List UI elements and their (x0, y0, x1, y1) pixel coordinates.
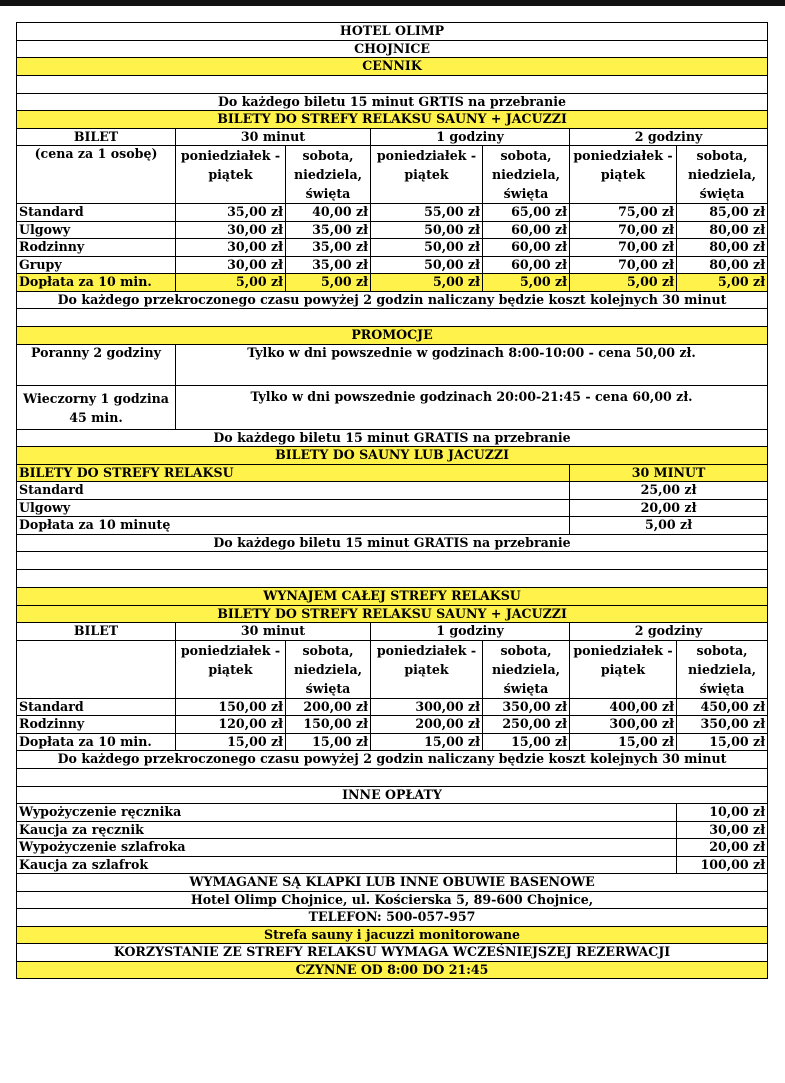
promo-desc: Tylko w dni powszednie w godzinach 8:00-10:00 - cena 50,00 zł. (176, 344, 768, 385)
price-cell: 15,00 zł (570, 733, 677, 751)
relax-zone-header: BILETY DO STREFY RELAKSU (17, 464, 570, 482)
weekday-header: poniedziałek - piątek (371, 146, 483, 204)
blank-row (17, 309, 768, 327)
table-row (17, 256, 768, 274)
price-cell: 35,00 zł (286, 256, 371, 274)
fee-value: 20,00 zł (677, 839, 768, 857)
price-cell: 150,00 zł (286, 716, 371, 734)
blank-row (17, 75, 768, 93)
price-cell: 80,00 zł (677, 256, 768, 274)
price-cell: 15,00 zł (483, 733, 570, 751)
price-cell: 5,00 zł (176, 274, 286, 292)
table-row (17, 482, 768, 500)
table-row (17, 733, 768, 751)
price-cell: 20,00 zł (570, 499, 768, 517)
weekend-header: sobota, niedziela, święta (677, 146, 768, 204)
price-cell: 200,00 zł (286, 698, 371, 716)
ticket-type: Dopłata za 10 minutę (17, 517, 570, 535)
fee-name: Kaucja za ręcznik (17, 821, 677, 839)
table-row (17, 804, 768, 822)
price-cell: 70,00 zł (570, 239, 677, 257)
section2-title: BILETY DO SAUNY LUB JACUZZI (17, 447, 768, 465)
duration-header: 2 godziny (570, 623, 768, 641)
ticket-type: Ulgowy (17, 499, 570, 517)
overtime-note: Do każdego przekroczonego czasu powyżej 2 godzin naliczany będzie koszt kolejnych 30 minut (17, 291, 768, 309)
price-cell: 5,00 zł (483, 274, 570, 292)
duration-header: 30 minut (176, 623, 371, 641)
fee-value: 100,00 zł (677, 856, 768, 874)
section1-title: BILETY DO STREFY RELAKSU SAUNY + JACUZZI (17, 111, 768, 129)
price-list-table (16, 22, 768, 979)
weekend-header: sobota, niedziela, święta (483, 640, 570, 698)
ticket-type: Grupy (17, 256, 176, 274)
gratis-note: Do każdego biletu 15 minut GRATIS na przebranie (17, 429, 768, 447)
opening-hours: CZYNNE OD 8:00 DO 21:45 (17, 961, 768, 979)
ticket-type: Dopłata za 10 min. (17, 733, 176, 751)
price-cell: 70,00 zł (570, 221, 677, 239)
fee-name: Wypożyczenie ręcznika (17, 804, 677, 822)
overtime-note: Do każdego przekroczonego czasu powyżej 2 godzin naliczany będzie koszt kolejnych 30 minut (17, 751, 768, 769)
fee-name: Kaucja za szlafrok (17, 856, 677, 874)
table-row (17, 221, 768, 239)
weekend-header: sobota, niedziela, święta (286, 146, 371, 204)
address: Hotel Olimp Chojnice, ul. Kościerska 5, 89-600 Chojnice, (17, 891, 768, 909)
price-cell: 150,00 zł (176, 698, 286, 716)
price-cell: 30,00 zł (176, 256, 286, 274)
ticket-type: Standard (17, 482, 570, 500)
weekday-header: poniedziałek - piątek (371, 640, 483, 698)
price-cell: 60,00 zł (483, 256, 570, 274)
hotel-name: HOTEL OLIMP (17, 23, 768, 41)
slippers-note: WYMAGANE SĄ KLAPKI LUB INNE OBUWIE BASENOWE (17, 874, 768, 892)
price-cell: 5,00 zł (570, 517, 768, 535)
price-cell: 30,00 zł (176, 221, 286, 239)
ticket-type: Rodzinny (17, 716, 176, 734)
price-cell: 5,00 zł (371, 274, 483, 292)
price-cell: 50,00 zł (371, 239, 483, 257)
ticket-header: BILET (17, 623, 176, 641)
weekday-header: poniedziałek - piątek (176, 640, 286, 698)
price-cell: 15,00 zł (286, 733, 371, 751)
price-cell: 80,00 zł (677, 239, 768, 257)
promo-name: Poranny 2 godziny (17, 344, 176, 385)
price-cell: 65,00 zł (483, 204, 570, 222)
table-row (17, 856, 768, 874)
table-row (17, 239, 768, 257)
fee-name: Wypożyczenie szlafroka (17, 839, 677, 857)
ticket-type: Standard (17, 698, 176, 716)
duration-header: 1 godziny (371, 623, 570, 641)
price-cell: 350,00 zł (677, 716, 768, 734)
weekday-header: poniedziałek - piątek (570, 146, 677, 204)
section3-subtitle: BILETY DO STREFY RELAKSU SAUNY + JACUZZI (17, 605, 768, 623)
blank-row (17, 552, 768, 570)
price-cell: 15,00 zł (176, 733, 286, 751)
duration-header: 30 minut (176, 128, 371, 146)
price-cell: 80,00 zł (677, 221, 768, 239)
table-row (17, 499, 768, 517)
price-cell: 15,00 zł (677, 733, 768, 751)
table-row (17, 517, 768, 535)
price-cell: 300,00 zł (371, 698, 483, 716)
ticket-type: Standard (17, 204, 176, 222)
promo-title: PROMOCJE (17, 327, 768, 345)
blank-row (17, 768, 768, 786)
empty-header-cell (17, 640, 176, 698)
price-cell: 35,00 zł (286, 239, 371, 257)
phone: TELEFON: 500-057-957 (17, 909, 768, 927)
ticket-type: Rodzinny (17, 239, 176, 257)
city-name: CHOJNICE (17, 40, 768, 58)
weekend-header: sobota, niedziela, święta (286, 640, 371, 698)
price-cell: 350,00 zł (483, 698, 570, 716)
price-cell: 35,00 zł (286, 221, 371, 239)
price-cell: 200,00 zł (371, 716, 483, 734)
price-cell: 5,00 zł (286, 274, 371, 292)
duration-header: 1 godziny (371, 128, 570, 146)
price-cell: 55,00 zł (371, 204, 483, 222)
fee-value: 10,00 zł (677, 804, 768, 822)
price-cell: 450,00 zł (677, 698, 768, 716)
price-cell: 300,00 zł (570, 716, 677, 734)
section3-title: WYNAJEM CAŁEJ STREFY RELAKSU (17, 588, 768, 606)
price-cell: 50,00 zł (371, 221, 483, 239)
price-cell: 60,00 zł (483, 221, 570, 239)
price-cell: 50,00 zł (371, 256, 483, 274)
table-row (17, 698, 768, 716)
price-cell: 400,00 zł (570, 698, 677, 716)
price-cell: 120,00 zł (176, 716, 286, 734)
price-cell: 25,00 zł (570, 482, 768, 500)
gratis-note: Do każdego biletu 15 minut GRTIS na przebranie (17, 93, 768, 111)
thirty-min-header: 30 MINUT (570, 464, 768, 482)
price-cell: 250,00 zł (483, 716, 570, 734)
table-row (17, 821, 768, 839)
price-cell: 5,00 zł (677, 274, 768, 292)
price-cell: 75,00 zł (570, 204, 677, 222)
fees-title: INNE OPŁATY (17, 786, 768, 804)
table-row (17, 204, 768, 222)
ticket-type: Ulgowy (17, 221, 176, 239)
price-cell: 35,00 zł (176, 204, 286, 222)
surcharge-label: Dopłata za 10 min. (17, 274, 176, 292)
price-cell: 85,00 zł (677, 204, 768, 222)
monitoring-note: Strefa sauny i jacuzzi monitorowane (17, 926, 768, 944)
fee-value: 30,00 zł (677, 821, 768, 839)
promo-name: Wieczorny 1 godzina 45 min. (17, 385, 176, 429)
blank-row (17, 570, 768, 588)
weekday-header: poniedziałek - piątek (176, 146, 286, 204)
pricelist-title: CENNIK (17, 58, 768, 76)
table-row (17, 839, 768, 857)
table-row (17, 716, 768, 734)
surcharge-row (17, 274, 768, 292)
reservation-note: KORZYSTANIE ZE STREFY RELAKSU WYMAGA WCZEŚNIEJSZEJ REZERWACJI (17, 944, 768, 962)
weekend-header: sobota, niedziela, święta (677, 640, 768, 698)
per-person-note: (cena za 1 osobę) (17, 146, 176, 204)
weekday-header: poniedziałek - piątek (570, 640, 677, 698)
price-list-sheet (16, 22, 767, 979)
price-cell: 15,00 zł (371, 733, 483, 751)
top-border-bar (0, 0, 785, 6)
price-cell: 30,00 zł (176, 239, 286, 257)
price-cell: 40,00 zł (286, 204, 371, 222)
price-cell: 60,00 zł (483, 239, 570, 257)
price-cell: 5,00 zł (570, 274, 677, 292)
price-cell: 70,00 zł (570, 256, 677, 274)
ticket-header: BILET (17, 128, 176, 146)
promo-desc: Tylko w dni powszednie godzinach 20:00-21:45 - cena 60,00 zł. (176, 385, 768, 429)
weekend-header: sobota, niedziela, święta (483, 146, 570, 204)
duration-header: 2 godziny (570, 128, 768, 146)
gratis-note: Do każdego biletu 15 minut GRATIS na przebranie (17, 534, 768, 552)
